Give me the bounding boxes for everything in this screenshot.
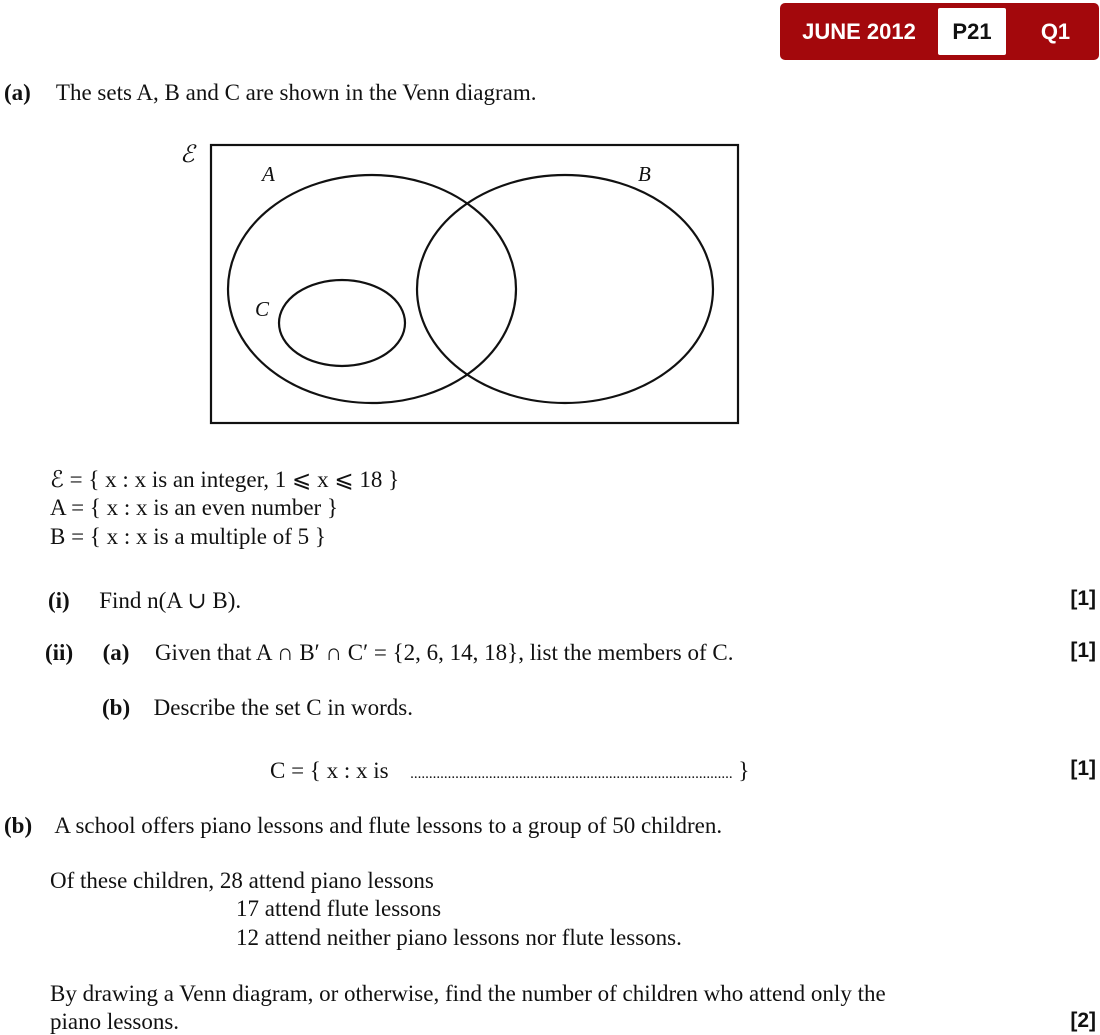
part-b-question-line-1: By drawing a Venn diagram, or otherwise, find the number of children who attend only the bbox=[50, 981, 886, 1006]
universal-set-rectangle bbox=[211, 145, 738, 423]
question-a-ii-a-label: (a) bbox=[102, 640, 130, 665]
set-a-label: A bbox=[262, 162, 275, 186]
universal-symbol: ℰ bbox=[180, 142, 195, 168]
question-a-ii-label: (ii) bbox=[45, 640, 74, 665]
question-a-ii-b bbox=[102, 696, 413, 719]
exam-date: JUNE 2012 bbox=[802, 18, 916, 44]
question-a-i bbox=[48, 589, 241, 612]
paper-number: P21 bbox=[938, 8, 1006, 55]
part-a-heading bbox=[4, 81, 537, 104]
set-c-circle bbox=[279, 280, 405, 366]
question-a-ii-a-text: Given that A ∩ B′ ∩ C′ = {2, 6, 14, 18}, list the members of C. bbox=[154, 640, 734, 665]
question-a-ii-a bbox=[45, 641, 734, 664]
definition-set-b: B = { x : x is a multiple of 5 } bbox=[50, 524, 326, 549]
marks-a-ii-a: [1] bbox=[1070, 639, 1096, 662]
part-b-intro: A school offers piano lessons and flute lessons to a group of 50 children. bbox=[54, 813, 723, 838]
definition-set-a: A = { x : x is an even number } bbox=[50, 495, 339, 520]
part-b-heading bbox=[4, 814, 722, 837]
marks-b: [2] bbox=[1070, 1009, 1096, 1032]
question-a-i-text: Find n(A ∪ B). bbox=[99, 588, 242, 613]
set-c-label: C bbox=[255, 297, 270, 321]
set-a-circle bbox=[228, 175, 516, 403]
answer-prefix: C = { x : x is bbox=[270, 758, 389, 783]
part-b-line-piano: Of these children, 28 attend piano lessons bbox=[50, 868, 434, 893]
part-a-label: (a) bbox=[4, 80, 31, 105]
part-b-question-line-2: piano lessons. bbox=[50, 1009, 180, 1034]
question-a-ii-b-label: (b) bbox=[102, 695, 131, 720]
answer-blank[interactable]: ...................................................................................... bbox=[410, 766, 733, 782]
marks-a-i: [1] bbox=[1070, 587, 1096, 610]
part-a-intro: The sets A, B and C are shown in the Venn diagram. bbox=[55, 80, 537, 105]
question-a-i-label: (i) bbox=[48, 588, 70, 613]
question-number: Q1 bbox=[1040, 18, 1071, 44]
header-badge bbox=[780, 3, 1099, 60]
part-b-line-flute: 17 attend flute lessons bbox=[236, 896, 442, 921]
answer-suffix: } bbox=[738, 758, 750, 783]
venn-diagram bbox=[170, 138, 750, 433]
set-b-circle bbox=[417, 175, 713, 403]
answer-line-c bbox=[270, 759, 749, 782]
part-b-label: (b) bbox=[4, 813, 33, 838]
set-b-label: B bbox=[638, 162, 651, 186]
question-a-ii-b-text: Describe the set C in words. bbox=[153, 695, 413, 720]
definition-universal: ℰ = { x : x is an integer, 1 ⩽ x ⩽ 18 } bbox=[50, 467, 400, 492]
part-b-line-neither: 12 attend neither piano lessons nor flute lessons. bbox=[236, 925, 682, 950]
marks-a-ii-b: [1] bbox=[1070, 757, 1096, 780]
